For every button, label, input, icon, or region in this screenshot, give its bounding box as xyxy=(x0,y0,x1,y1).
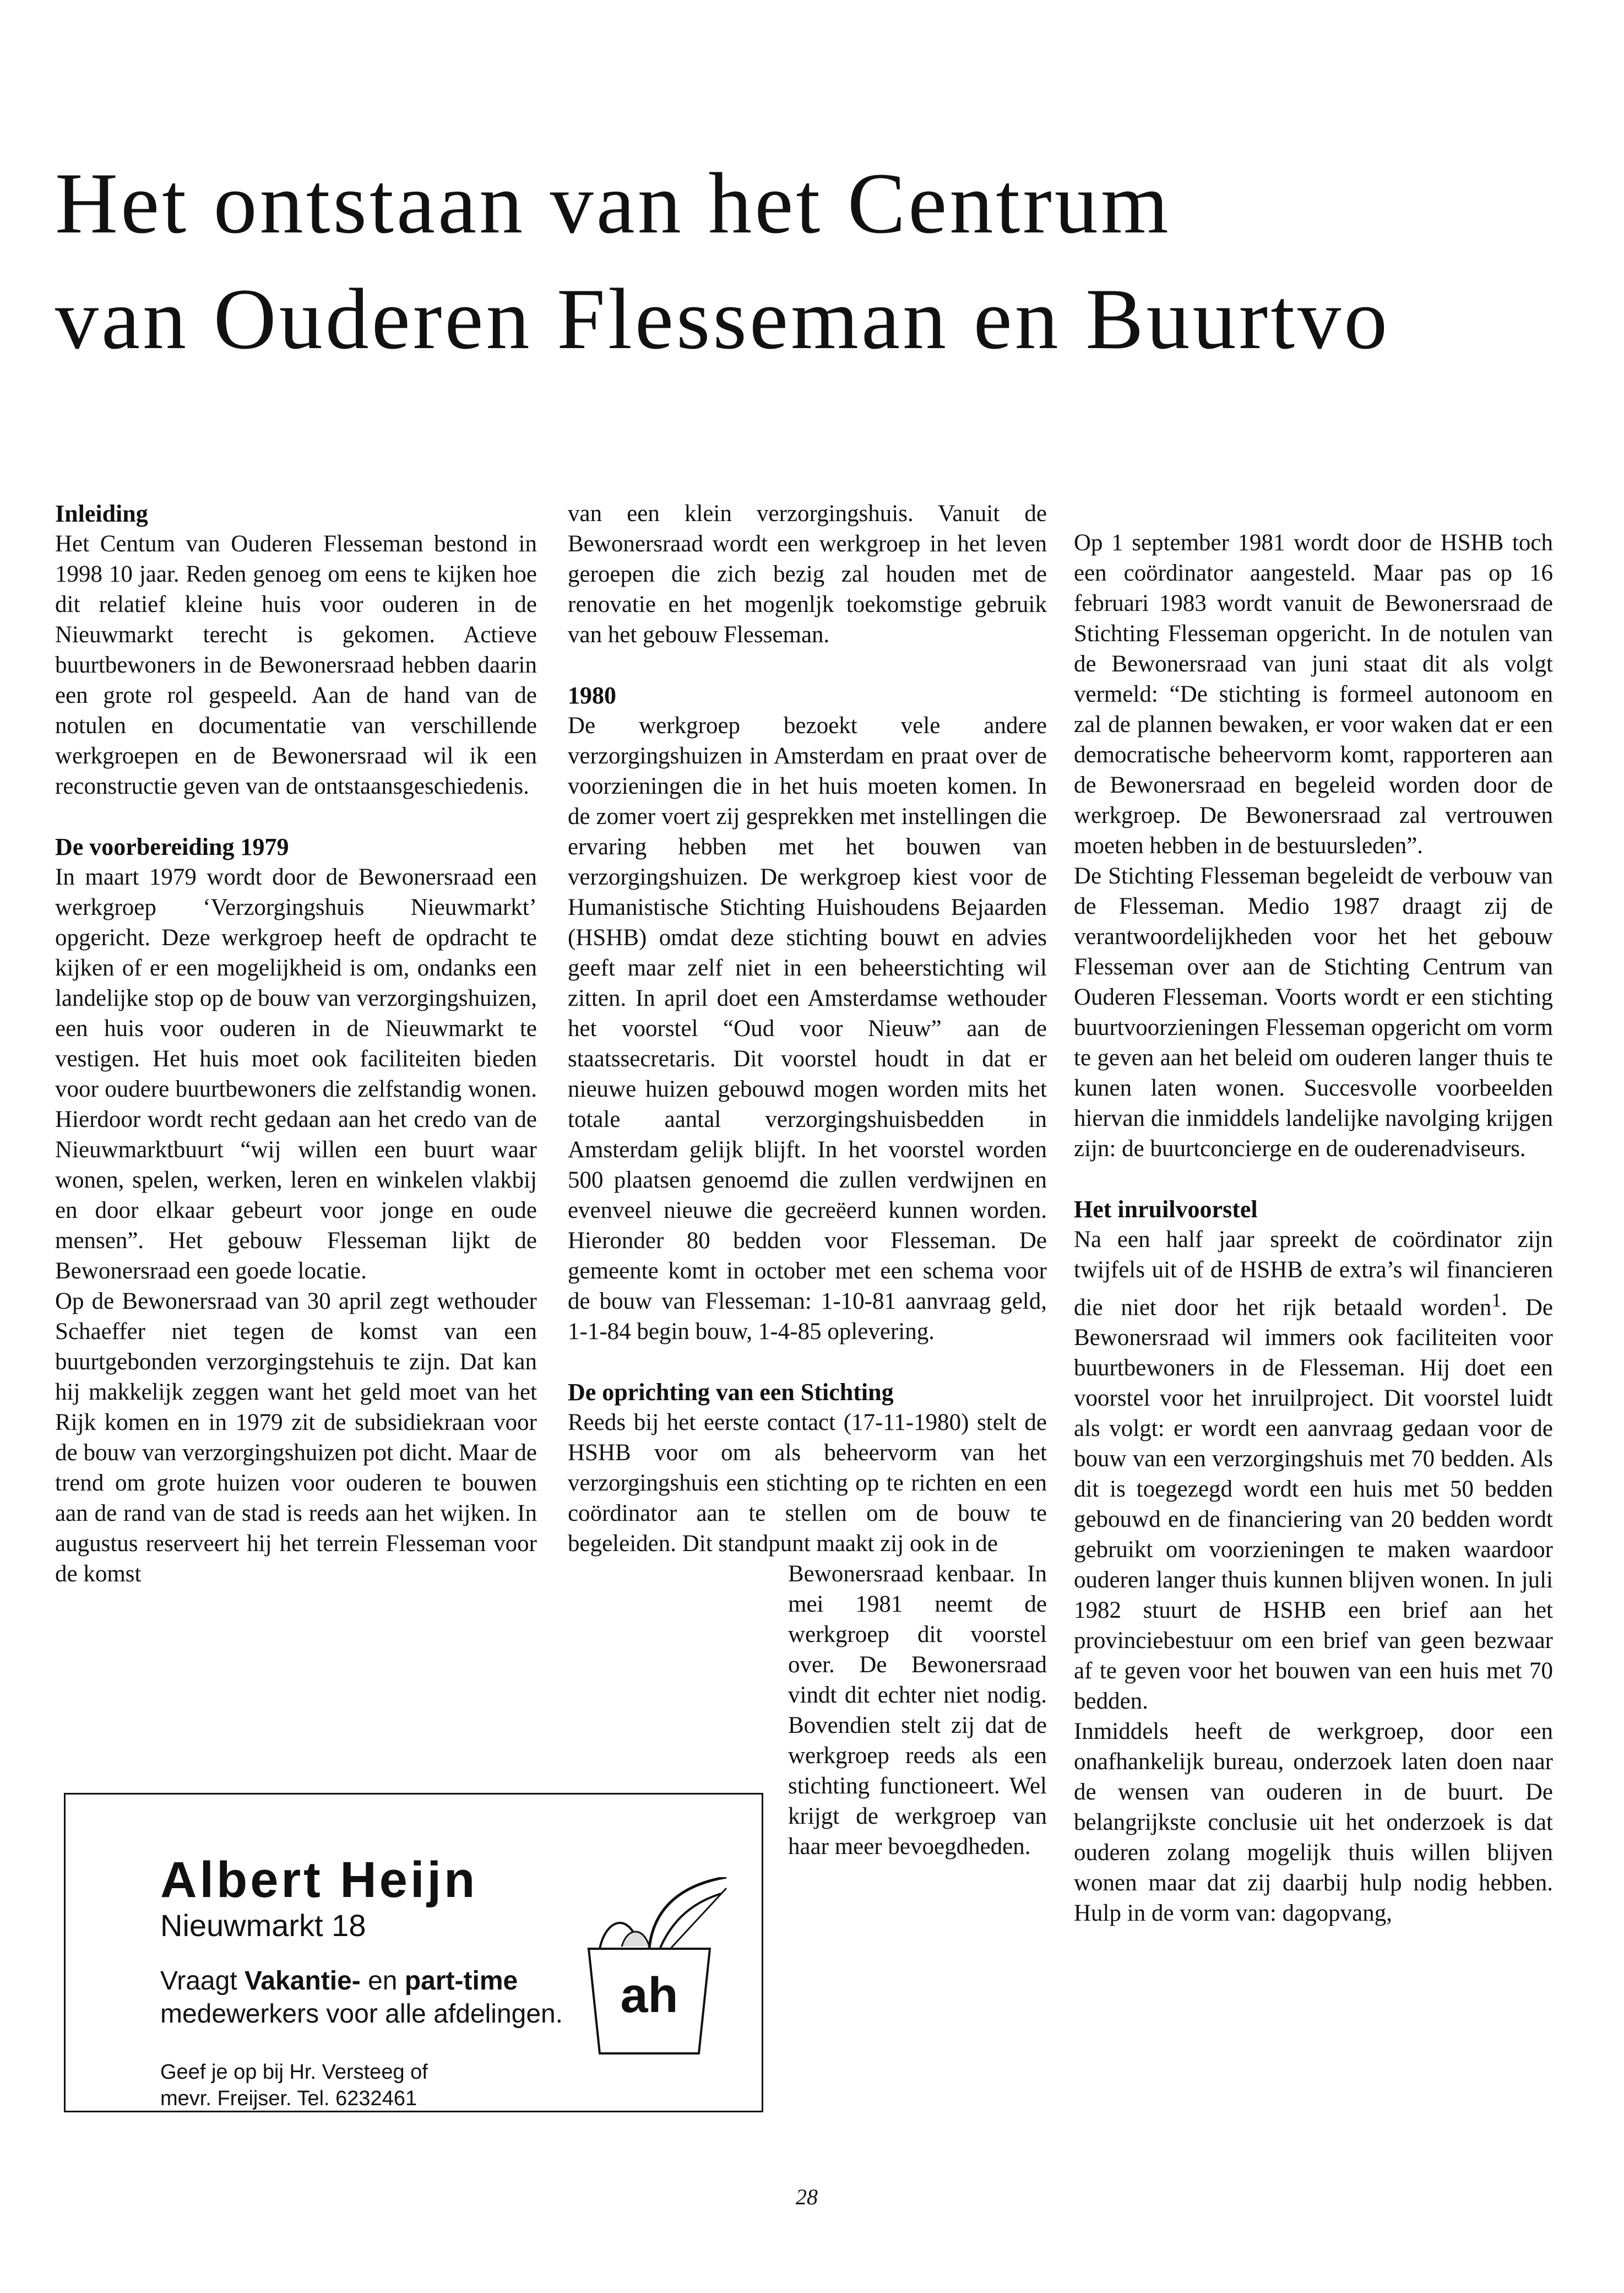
ad-bold-text: part-time xyxy=(404,1966,518,1996)
ad-bold-text: Vakantie- xyxy=(244,1966,361,1996)
grocery-bag-logo-icon xyxy=(567,1877,732,2059)
column-2 xyxy=(568,498,1047,1862)
paragraph-onderzoek: Inmiddels heeft de werkgroep, door een onafhankelijk bureau, onderzoek laten doen naar de wensen van ouderen in de buurt. De belangrijkste conclusie uit het onderzoek is dat ouderen zolang mogelijk thuis willen blijven wonen maar dat zij daarbij hulp nodig hebben. Hulp in de vorm van: dagopvang, xyxy=(1074,1719,1553,1927)
page-number: 28 xyxy=(796,2184,818,2209)
albert-heijn-advertisement xyxy=(64,1793,763,2112)
ad-text: en xyxy=(360,1966,405,1996)
paragraph-prep-1: In maart 1979 wordt door de Bewonersraad een werkgroep ‘Verzorgingshuis Nieuwmarkt’ opgericht. Deze werkgroep heeft de opdracht te kijken of er een mogelijkheid is om, ondanks een landelijke stop op de bouw van verzorgingshuizen, een huis voor ouderen in de Nieuwmarkt te vestigen. Het huis moet ook faciliteiten bieden voor oudere buurtbewoners die zelfstandig wonen. Hierdoor wordt recht gedaan aan het credo van de Nieuwmarktbuurt “wij willen een buurt waar wonen, spelen, werken, leren en winkelen vlakbij en door elkaar gebeurt voor jonge en oude mensen”. Het gebouw Flesseman lijkt de Bewonersraad een goede locatie. xyxy=(55,864,537,1284)
ad-contact xyxy=(160,2059,428,2112)
paragraph-intro: Het Centum van Ouderen Flesseman bestond in 1998 10 jaar. Reden genoeg om eens te kijken hoe dit relatief kleine huis voor ouderen in de Nieuwmarkt terecht is gekomen. Actieve buurtbewoners in de Bewonersraad hebben daarin een grote rol gespeeld. Aan de hand van de notulen en documentatie van verschillende werkgroepen en de Bewonersraad wil ik een reconstructie geven van de ontstaansgeschiedenis. xyxy=(55,531,537,799)
heading-inleiding: Inleiding xyxy=(55,500,148,527)
ad-address: Nieuwmarkt 18 xyxy=(160,1908,366,1943)
column-1 xyxy=(55,498,537,1589)
title-line-2: van Ouderen Flesseman en Buurtvo xyxy=(55,271,1391,367)
paragraph-1980: De werkgroep bezoekt vele andere verzorgingshuizen in Amsterdam en praat over de voorzieningen die in het huis moeten komen. In de zomer voert zij gesprekken met instellingen die ervaring hebben met het bouwen van verzorgingshuizen. De werkgroep kiest voor de Humanistische Stichting Huishoudens Bejaarden (HSHB) omdat deze stichting bouwt en advies geeft maar zelf niet in een beheerstichting wil zitten. In april doet een Amsterdamse wethouder het voorstel “Oud voor Nieuw” aan de staatssecretaris. Dit voorstel houdt in dat er nieuwe huizen gebouwd mogen worden mits het totale aantal verzorgingshuisbedden in Amsterdam gelijk blijft. In het voorstel worden 500 plaatsen genoemd die zullen verdwijnen en evenveel nieuwe die gecreëerd kunnen worden. Hieronder 80 bedden voor Flesseman. De gemeente komt in october met een schema voor de bouw van Flesseman: 1-10-81 aanvraag geld, 1-1-84 begin bouw, 1-4-85 oplevering. xyxy=(568,713,1047,1345)
heading-voorbereiding: De voorbereiding 1979 xyxy=(55,833,289,860)
paragraph-inruil xyxy=(1074,1224,1553,1716)
paragraph-inruil-rest: . De Bewonersraad wil immers ook faciliteiten voor buurtbewoners in de Flesseman. Hij doet een voorstel voor het inruilproject. Dit voorstel luidt als volgt: er wordt een aanvraag gedaan voor de bouw van een verzorgingshuis met 70 bedden. Als dit is toegezegd wordt een huis met 50 bedden gebouwd en de financiering van 20 bedden wordt gebruikt om voorzieningen te maken waardoor ouderen langer thuis kunnen blijven wonen. In juli 1982 stuurt de HSHB een brief aan het provinciebestuur om een brief van geen bezwaar af te geven voor het bouwen van een huis met 70 bedden. xyxy=(1074,1294,1553,1715)
title-line-1: Het ontstaan van het Centrum xyxy=(55,155,1171,252)
paragraph-stichting-flesseman: De Stichting Flesseman begeleidt de verbouw van de Flesseman. Medio 1987 draagt zij de verantwoordelijkheden voor het het gebouw Flesseman over aan de Stichting Centrum van Ouderen Flesseman. Voorts wordt er een stichting buurtvoorzieningen Flesseman opgericht om vorm te geven aan het beleid om ouderen langer thuis te kunen laten wonen. Succesvolle voorbeelden hiervan die inmiddels landelijke navolging krijgen zijn: de buurtconcierge en de ouderenadviseurs. xyxy=(1074,863,1553,1162)
paragraph-stichting-narrow: Bewonersraad kenbaar. In mei 1981 neemt de werkgroep dit voorstel over. De Bewonersraad vindt dit echter niet nodig. Bovendien stelt zij dat de werkgroep reeds als een stichting functioneert. Wel krijgt de werkgroep van haar meer bevoegdheden. xyxy=(788,1561,1047,1860)
paragraph-prep-2: Op de Bewonersraad van 30 april zegt wethouder Schaeffer niet tegen de komst van een buurtgebonden verzorgingstehuis te zijn. Dat kan hij makkelijk zeggen want het geld moet van het Rijk komen en in 1979 zit de subsidiekraan voor de bouw van verzorgingshuizen pot dicht. Maar de trend om grote huizen voor ouderen te bouwen aan de rand van de stad is reeds aan het wijken. In augustus reserveert hij het terrein Flesseman voor de komst xyxy=(55,1288,537,1587)
ad-contact-line-2: mevr. Freijser. Tel. 6232461 xyxy=(160,2087,417,2110)
footnote-marker: 1 xyxy=(1491,1289,1502,1311)
paragraph-coordinator: Op 1 september 1981 wordt door de HSHB toch een coördinator aangesteld. Maar pas op 16 februari 1983 wordt vanuit de Bewonersraad de Stichting Flesseman opgericht. In de notulen van de Bewonersraad van juni staat dit als volgt vermeld: “De stichting is formeel autonoom en zal de plannen bewaken, er voor waken dat er een democratische beheervorm komt, rapporteren aan de Bewonersraad en begeleid worden door de werkgroep. De Bewonersraad zal vertrouwen moeten hebben in de bestuursleden”. xyxy=(1074,530,1553,859)
column-3 xyxy=(1074,528,1553,1928)
ad-logo-text: ah xyxy=(620,1968,678,2023)
ad-contact-line-1: Geef je op bij Hr. Versteeg of xyxy=(160,2061,428,2084)
paragraph-continuation: van een klein verzorgingshuis. Vanuit de Bewonersraad wordt een werkgroep in het leven geroepen die zich bezig zal houden met de renovatie en het mogenljk toekomstige gebruik van het gebouw Flesseman. xyxy=(568,501,1047,648)
ad-store-name: Albert Heijn xyxy=(160,1852,478,1908)
heading-1980: 1980 xyxy=(568,682,616,709)
article-title xyxy=(55,146,1624,377)
ad-vacancy-line xyxy=(160,1965,518,1997)
ad-departments-line: medewerkers voor alle afdelingen. xyxy=(160,1999,563,2029)
ad-text: Vraagt xyxy=(160,1966,245,1996)
paragraph-stichting-wide: Reeds bij het eerste contact (17-11-1980) stelt de HSHB voor om als beheervorm van het verzorgingshuis een stichting op te richten en een coördinator aan te stellen om de bouw te begeleiden. Dit standpunt maakt zij ook in de xyxy=(568,1410,1047,1557)
heading-stichting: De oprichting van een Stichting xyxy=(568,1379,894,1406)
heading-inruilvoorstel: Het inruilvoorstel xyxy=(1074,1196,1258,1223)
paragraph-inruil-start: Na een half jaar spreekt de coördinator zijn twijfels uit of de HSHB de extra’s wil financieren die niet door het rijk betaald worden xyxy=(1074,1227,1553,1321)
